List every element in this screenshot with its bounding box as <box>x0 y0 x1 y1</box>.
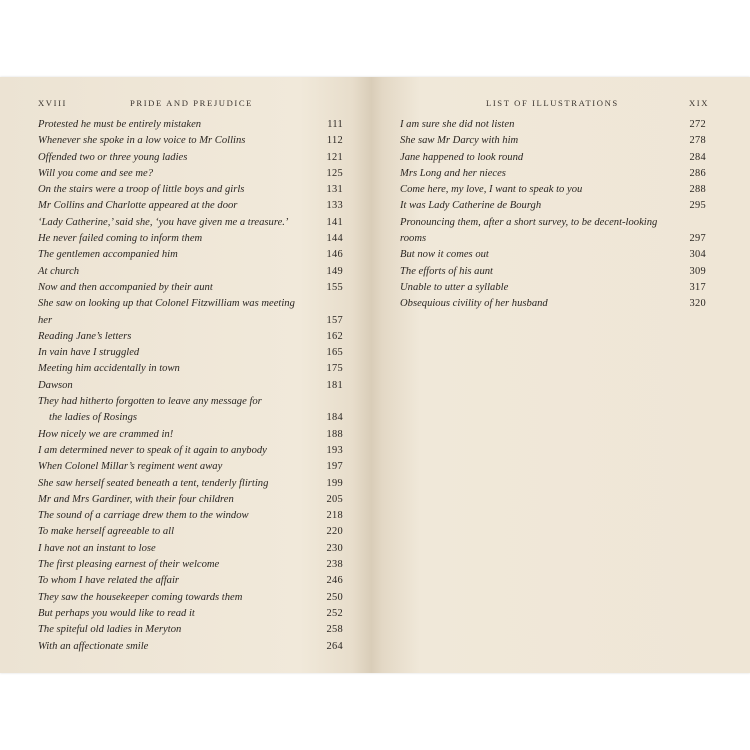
list-item <box>38 606 343 622</box>
list-item <box>38 476 343 492</box>
caption-text: The spiteful old ladies in Meryton <box>38 624 182 636</box>
page-number: 165 <box>326 347 343 359</box>
illustration-caption <box>38 215 343 231</box>
illustration-caption <box>38 394 343 427</box>
page-number: 252 <box>326 607 343 619</box>
caption-text: Meeting him accidentally in town <box>38 363 180 375</box>
illustration-caption <box>38 557 343 573</box>
caption-text: Will you come and see me? <box>38 167 154 179</box>
caption-text: Mr and Mrs Gardiner, with their four children <box>38 493 234 505</box>
illustration-caption <box>38 508 343 524</box>
book-spread <box>0 77 750 673</box>
page-number: 246 <box>326 575 343 587</box>
list-item <box>38 166 343 182</box>
page-number: 111 <box>327 119 343 130</box>
list-item <box>400 264 706 280</box>
page-number: 162 <box>326 330 343 342</box>
page-number: 188 <box>326 428 343 440</box>
caption-text: Jane happened to look round <box>400 151 524 163</box>
illustration-list <box>400 117 706 313</box>
list-item <box>400 117 706 133</box>
page-number: 121 <box>326 151 343 163</box>
page-number: 304 <box>689 249 706 261</box>
caption-text: Mrs Long and her nieces <box>400 167 506 179</box>
list-item <box>38 150 343 166</box>
caption-text: She saw on looking up that Colonel Fitzwilliam was meeting her <box>38 298 295 326</box>
page-number: 264 <box>326 640 343 652</box>
page-number: 220 <box>326 526 343 538</box>
list-item <box>400 150 706 166</box>
page-number: 286 <box>689 167 706 179</box>
illustration-caption <box>38 639 343 655</box>
caption-text: She saw herself seated beneath a tent, tenderly flirting <box>38 477 269 489</box>
illustration-caption <box>400 198 706 214</box>
illustration-caption <box>38 443 343 459</box>
list-item <box>38 508 343 524</box>
page-number: 297 <box>689 233 706 245</box>
page-number: 278 <box>689 135 706 147</box>
caption-text: To make herself agreeable to all <box>38 526 175 538</box>
list-item <box>400 280 706 296</box>
list-item <box>38 345 343 361</box>
page-number: 284 <box>689 151 706 163</box>
caption-text: When Colonel Millar’s regiment went away <box>38 461 223 473</box>
illustration-caption <box>400 166 706 182</box>
list-item <box>400 133 706 149</box>
list-item <box>38 541 343 557</box>
list-item <box>400 296 706 312</box>
illustration-caption <box>38 247 343 263</box>
caption-text: The efforts of his aunt <box>400 265 493 277</box>
illustration-caption <box>400 133 706 149</box>
illustration-caption <box>38 329 343 345</box>
page-number: 295 <box>689 200 706 212</box>
caption-text: The sound of a carriage drew them to the window <box>38 510 249 522</box>
caption-text: But perhaps you would like to read it <box>38 607 195 619</box>
list-item <box>38 459 343 475</box>
page-folio: XIX <box>689 98 710 108</box>
caption-text: The gentlemen accompanied him <box>38 249 178 261</box>
page-number: 155 <box>326 281 343 293</box>
illustration-caption <box>400 264 706 280</box>
caption-text: It was Lady Catherine de Bourgh <box>400 200 542 212</box>
list-item <box>38 133 343 149</box>
caption-text: To whom I have related the affair <box>38 575 180 587</box>
caption-text: Come here, my love, I want to speak to you <box>400 184 583 196</box>
illustration-caption <box>400 182 706 198</box>
page-number: 141 <box>326 216 343 228</box>
page-number: 175 <box>326 363 343 375</box>
list-item <box>400 247 706 263</box>
page-number: 149 <box>326 265 343 277</box>
caption-text: I have not an instant to lose <box>38 542 156 554</box>
list-item <box>38 443 343 459</box>
illustration-caption <box>38 378 343 394</box>
page-number: 238 <box>326 559 343 571</box>
illustration-caption <box>38 590 343 606</box>
illustration-caption <box>38 541 343 557</box>
page-number: 184 <box>326 412 343 424</box>
illustration-caption <box>38 459 343 475</box>
caption-text: But now it comes out <box>400 249 489 261</box>
list-item <box>38 394 343 427</box>
illustration-caption <box>38 606 343 622</box>
caption-text: With an affectionate smile <box>38 640 149 652</box>
running-head: LIST OF ILLUSTRATIONS <box>486 98 619 108</box>
list-item <box>38 182 343 198</box>
caption-text-continued: the ladies of Rosings <box>49 412 137 424</box>
page-number: 181 <box>326 379 343 391</box>
caption-text: They had hitherto forgotten to leave any message for <box>38 396 262 408</box>
page-number: 193 <box>326 444 343 456</box>
caption-text: Now and then accompanied by their aunt <box>38 281 213 293</box>
illustration-caption <box>38 231 343 247</box>
list-item <box>38 247 343 263</box>
list-item <box>38 231 343 247</box>
illustration-caption <box>38 264 343 280</box>
illustration-list <box>38 117 343 655</box>
page-number: 272 <box>689 119 706 130</box>
illustration-caption <box>38 166 343 182</box>
list-item <box>38 639 343 655</box>
page-number: 144 <box>326 233 343 245</box>
list-item <box>38 427 343 443</box>
illustration-caption <box>38 622 343 638</box>
page-number: 146 <box>326 249 343 261</box>
caption-text: At church <box>38 265 80 277</box>
illustration-caption <box>38 150 343 166</box>
illustration-caption <box>38 182 343 198</box>
caption-text: I am determined never to speak of it again to anybody <box>38 444 267 456</box>
page-number: 250 <box>326 591 343 603</box>
page-number: 288 <box>689 184 706 196</box>
page-number: 125 <box>326 167 343 179</box>
page-number: 199 <box>326 477 343 489</box>
caption-text: Reading Jane’s letters <box>38 330 132 342</box>
list-item <box>38 198 343 214</box>
running-head: PRIDE AND PREJUDICE <box>130 98 254 108</box>
caption-text: ‘Lady Catherine,’ said she, ‘you have given me a treasure.’ <box>38 216 289 228</box>
illustration-caption <box>400 280 706 296</box>
list-item <box>38 573 343 589</box>
page-number: 205 <box>326 493 343 505</box>
illustration-caption <box>400 215 706 248</box>
list-item <box>38 378 343 394</box>
illustration-caption <box>38 524 343 540</box>
page-number: 309 <box>689 265 706 277</box>
list-item <box>38 361 343 377</box>
page-number: 320 <box>689 298 706 310</box>
illustration-caption <box>38 427 343 443</box>
caption-text: I am sure she did not listen <box>400 119 515 130</box>
illustration-caption <box>38 133 343 149</box>
illustration-caption <box>38 117 343 133</box>
illustration-caption <box>38 361 343 377</box>
page-number: 131 <box>326 184 343 196</box>
page-number: 133 <box>326 200 343 212</box>
caption-text: Obsequious civility of her husband <box>400 298 548 310</box>
page-number: 112 <box>326 135 343 147</box>
list-item <box>400 215 706 248</box>
illustration-caption <box>400 247 706 263</box>
caption-text: In vain have I struggled <box>38 347 140 359</box>
page-number: 197 <box>326 461 343 473</box>
list-item <box>38 280 343 296</box>
page-folio: XVIII <box>38 98 67 108</box>
list-item <box>38 296 343 329</box>
caption-text: On the stairs were a troop of little boys and girls <box>38 184 245 196</box>
illustration-caption <box>38 492 343 508</box>
caption-text: Pronouncing them, after a short survey, to be decent-looking rooms <box>400 216 658 245</box>
list-item <box>38 215 343 231</box>
caption-text: Offended two or three young ladies <box>38 151 188 163</box>
caption-text: The first pleasing earnest of their welcome <box>38 559 220 571</box>
illustration-caption <box>400 117 706 133</box>
list-item <box>400 198 706 214</box>
illustration-caption <box>38 296 343 329</box>
page-number: 317 <box>689 281 706 293</box>
list-item <box>38 557 343 573</box>
page-number: 258 <box>326 624 343 636</box>
list-item <box>38 329 343 345</box>
illustration-caption <box>400 150 706 166</box>
list-item <box>400 182 706 198</box>
illustration-caption <box>38 280 343 296</box>
illustration-caption <box>400 296 706 312</box>
caption-text: Dawson <box>38 379 73 391</box>
caption-text: How nicely we are crammed in! <box>38 428 174 440</box>
caption-text: Unable to utter a syllable <box>400 281 509 293</box>
list-item <box>38 117 343 133</box>
list-item <box>38 524 343 540</box>
left-page <box>0 77 370 673</box>
illustration-caption <box>38 345 343 361</box>
page-number: 230 <box>326 542 343 554</box>
list-item <box>38 590 343 606</box>
caption-text: He never failed coming to inform them <box>38 233 203 245</box>
list-item <box>38 622 343 638</box>
page-number: 157 <box>326 314 343 326</box>
caption-text: Protested he must be entirely mistaken <box>38 119 202 130</box>
illustration-caption <box>38 198 343 214</box>
list-item <box>400 166 706 182</box>
illustration-caption <box>38 573 343 589</box>
caption-text: They saw the housekeeper coming towards them <box>38 591 243 603</box>
caption-text: She saw Mr Darcy with him <box>400 135 519 147</box>
list-item <box>38 492 343 508</box>
list-item <box>38 264 343 280</box>
caption-text: Whenever she spoke in a low voice to Mr Collins <box>38 135 246 147</box>
right-page <box>378 77 750 673</box>
illustration-caption <box>38 476 343 492</box>
page-number: 218 <box>326 510 343 522</box>
caption-text: Mr Collins and Charlotte appeared at the door <box>38 200 238 212</box>
